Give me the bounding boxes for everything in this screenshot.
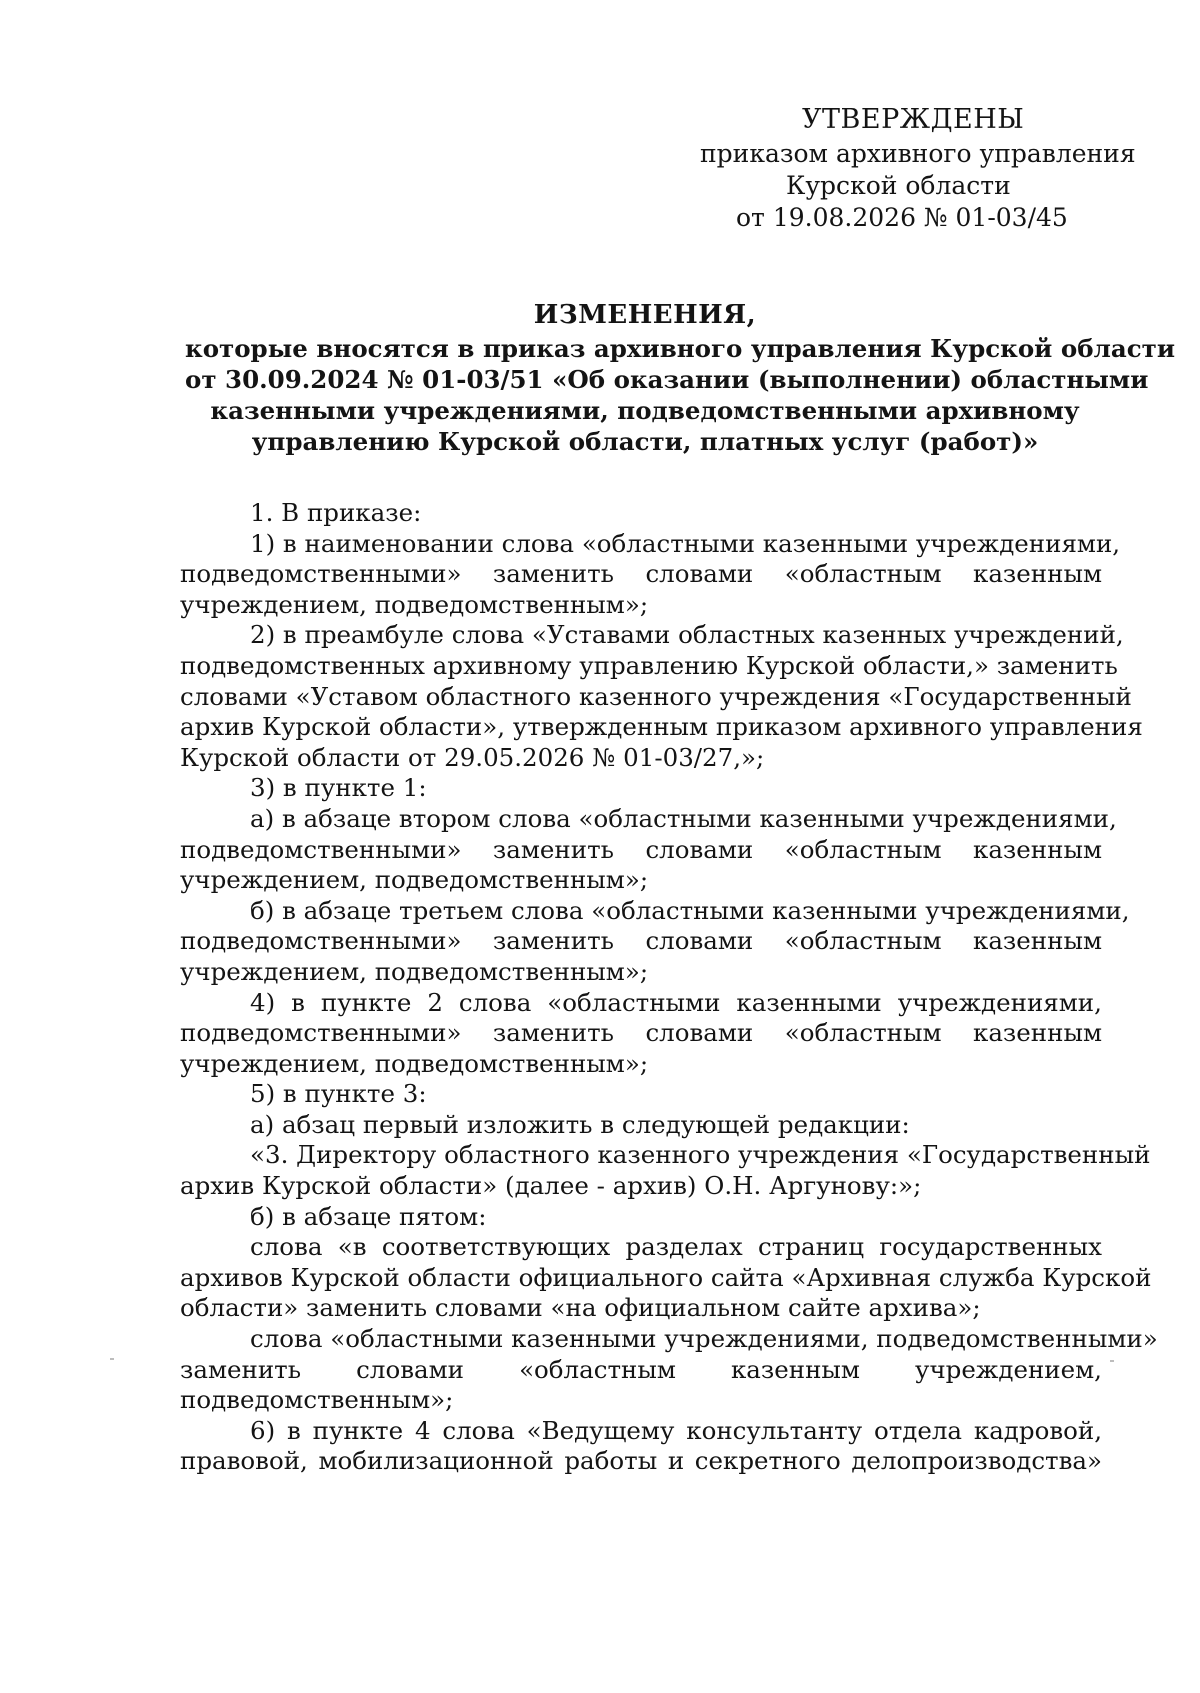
line: учреждением, подведомственным»; (180, 865, 649, 895)
line: учреждением, подведомственным»; (180, 1048, 649, 1078)
line: учреждением, подведомственным»; (180, 956, 649, 986)
approval-line-date: от 19.08.2026 № 01-03/45 (736, 203, 1068, 232)
heading-line-3: казенными учреждениями, подведомственными архивному (210, 396, 1080, 425)
line-justified: подведомственными» заменить словами «областным казенным (180, 834, 1102, 864)
paragraph-words-1 (180, 1232, 1152, 1324)
approval-block (690, 104, 1136, 234)
line: «3. Директору областного казенного учреждения «Государственный (250, 1140, 1151, 1170)
paragraph-subitem-a (180, 803, 1117, 896)
approval-title: УТВЕРЖДЕНЫ (802, 104, 1025, 135)
paragraph-subitem-a-5: а) абзац первый изложить в следующей редакции: (250, 1109, 910, 1139)
heading-line-1: которые вносятся в приказ архивного управления Курской области (185, 334, 1175, 363)
line: учреждением, подведомственным»; (180, 589, 649, 619)
line: архивов Курской области официального сайта «Архивная служба Курской (180, 1262, 1152, 1292)
line: архив Курской области», утвержденным приказом архивного управления (180, 712, 1143, 742)
paragraph-quote (180, 1140, 1151, 1201)
line: словами «Уставом областного казенного учреждения «Государственный (180, 681, 1132, 711)
paragraph-1: 1. В приказе: (250, 498, 422, 527)
heading-line-4: управлению Курской области, платных услуг (работ)» (251, 427, 1039, 456)
line: области» заменить словами «на официальном сайте архива»; (180, 1293, 981, 1323)
document-heading (185, 300, 1175, 457)
line-justified: слова «в соответствующих разделах страниц государственных (250, 1232, 1102, 1262)
line: слова «областными казенными учреждениями, подведомственными» (250, 1324, 1158, 1354)
paragraph-item-2 (180, 620, 1143, 773)
heading-line-2: от 30.09.2024 № 01-03/51 «Об оказании (выполнении) областными (185, 365, 1149, 394)
paragraph-item-3: 3) в пункте 1: (250, 773, 427, 803)
line-justified: правовой, мобилизационной работы и секретного делопроизводства» (180, 1446, 1102, 1476)
paragraph-words-2 (180, 1324, 1158, 1416)
line: 2) в преамбуле слова «Уставами областных казенных учреждений, (250, 620, 1124, 650)
line: б) в абзаце третьем слова «областными казенными учреждениями, (250, 895, 1130, 925)
line-justified: заменить словами «областным казенным учреждением, (180, 1354, 1102, 1384)
paragraph-item-6 (180, 1416, 1102, 1477)
paragraph-subitem-b (180, 895, 1130, 988)
paragraph-subitem-b-5: б) в абзаце пятом: (250, 1201, 487, 1231)
line-justified: 6) в пункте 4 слова «Ведущему консультанту отдела кадровой, (250, 1415, 1102, 1445)
line: Курской области от 29.05.2026 № 01-03/27,»; (180, 742, 765, 772)
paragraph-item-4 (180, 988, 1102, 1080)
scan-mark (1110, 1360, 1114, 1362)
line-justified: подведомственными» заменить словами «областным казенным (180, 926, 1102, 956)
paragraph-item-5: 5) в пункте 3: (250, 1079, 427, 1109)
line: подведомственных архивному управлению Курской области,» заменить (180, 650, 1118, 680)
document-body (180, 498, 1158, 1477)
line-justified: подведомственными» заменить словами «областным казенным (180, 1018, 1102, 1048)
approval-line-order: приказом архивного управления (700, 139, 1136, 168)
line: подведомственным»; (180, 1385, 454, 1415)
scan-mark (110, 1358, 114, 1360)
line-justified: 4) в пункте 2 слова «областными казенными учреждениями, (250, 987, 1102, 1017)
heading-title: ИЗМЕНЕНИЯ, (533, 300, 757, 330)
line: а) в абзаце втором слова «областными казенными учреждениями, (250, 803, 1117, 833)
approval-line-region: Курской области (786, 171, 1011, 200)
line-justified: подведомственными» заменить словами «областным казенным (180, 559, 1102, 589)
line: архив Курской области» (далее - архив) О.Н. Аргунову:»; (180, 1171, 922, 1201)
paragraph-item-1 (180, 528, 1121, 621)
line: 1) в наименовании слова «областными казенными учреждениями, (250, 528, 1121, 558)
